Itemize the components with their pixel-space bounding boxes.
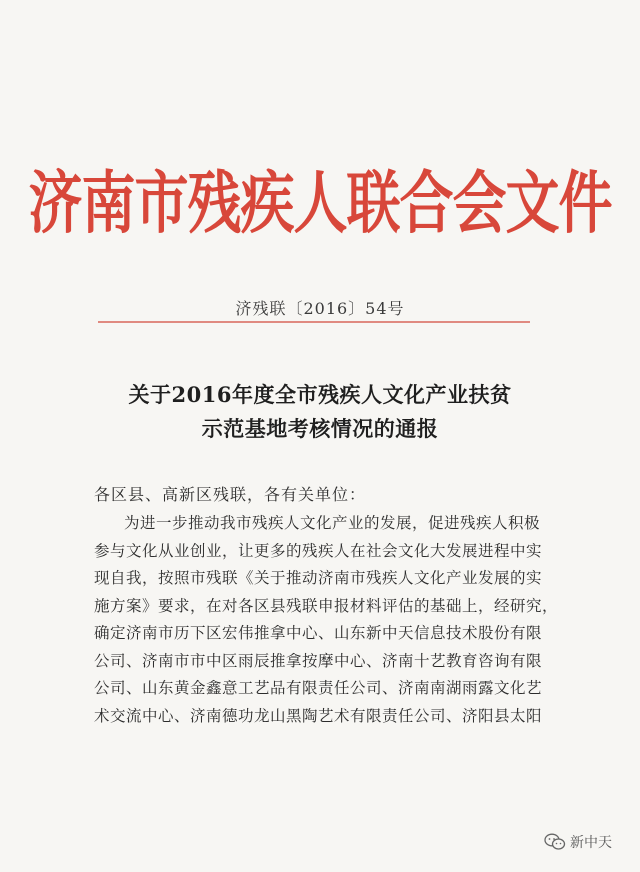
document-subject bbox=[0, 378, 640, 446]
document-number: 济残联〔2016〕54号 bbox=[235, 299, 405, 318]
document-header-title: 济南市残疾人联合会文件 bbox=[28, 162, 612, 243]
addressee-line: 各区县、高新区残联，各有关单位： bbox=[94, 485, 367, 504]
body-line: 现自我，按照市残联《关于推动济南市残疾人文化产业发展的实 bbox=[94, 569, 543, 587]
body-line: 术交流中心、济南德功龙山黑陶艺术有限责任公司、济阳县太阳 bbox=[94, 706, 543, 725]
body-paragraph bbox=[94, 510, 559, 730]
body-line: 为进一步推动我市残疾人文化产业的发展，促进残疾人积极 bbox=[124, 514, 541, 532]
body-line: 参与文化从业创业，让更多的残疾人在社会文化大发展进程中实 bbox=[94, 541, 543, 560]
body-line: 施方案》要求，在对各区县残联申报材料评估的基础上，经研究， bbox=[94, 596, 559, 615]
header-divider bbox=[98, 321, 530, 323]
source-watermark bbox=[544, 832, 612, 852]
body-line: 公司、山东黄金鑫意工艺品有限责任公司、济南南湖雨露文化艺 bbox=[94, 679, 543, 697]
watermark-label: 新中天 bbox=[570, 835, 612, 851]
subject-line-1: 关于2016年度全市残疾人文化产业扶贫 bbox=[128, 382, 512, 407]
wechat-icon bbox=[544, 833, 566, 851]
body-line: 公司、济南市市中区雨辰推拿按摩中心、济南十艺教育咨询有限 bbox=[94, 651, 543, 670]
body-line: 确定济南市历下区宏伟推拿中心、山东新中天信息技术股份有限 bbox=[94, 624, 543, 642]
subject-line-2: 示范基地考核情况的通报 bbox=[201, 416, 439, 441]
